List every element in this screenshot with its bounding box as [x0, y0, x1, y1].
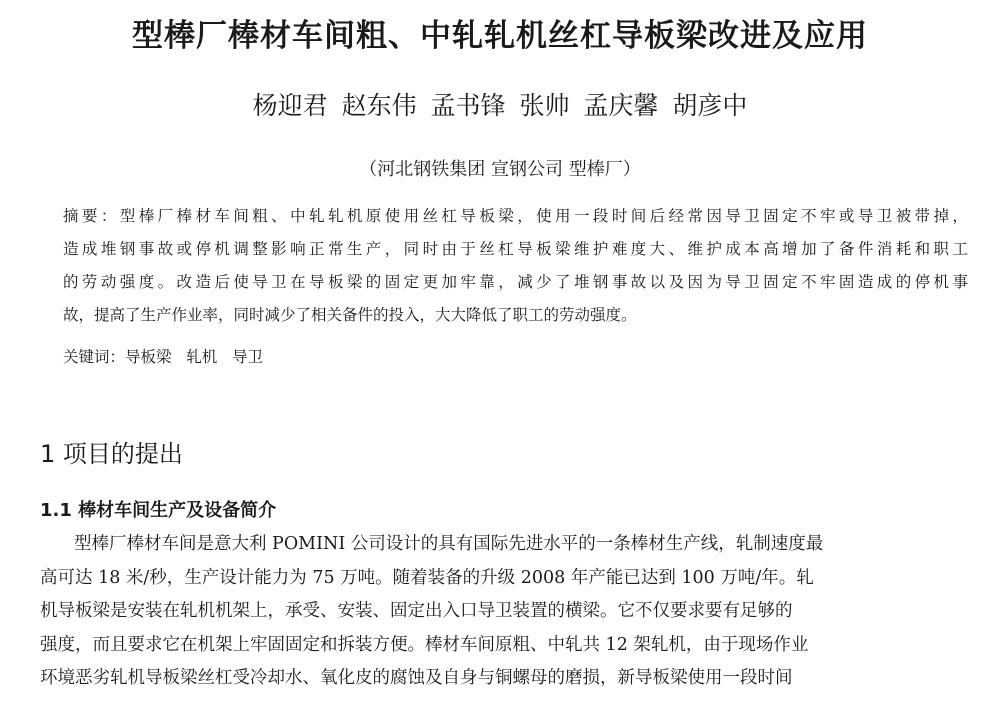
section-heading: 1 项目的提出: [40, 440, 183, 468]
body-line: 环境恶劣轧机导板梁丝杠受冷却水、氧化皮的腐蚀及自身与铜螺母的磨损，新导板梁使用一段时间: [40, 668, 793, 688]
abstract-line: 故，提高了生产作业率，同时减少了相关备件的投入，大大降低了职工的劳动强度。: [63, 306, 637, 324]
affiliation: （河北钢铁集团 宣钢公司 型棒厂）: [359, 159, 641, 180]
abstract: [63, 200, 968, 332]
author-list: 杨迎君 赵东伟 孟书锋 张帅 孟庆馨 胡彦中: [252, 91, 748, 120]
abstract-line: 的劳动强度。改造后使导卫在导板梁的固定更加牢靠，减少了堆钢事故以及因为导卫固定不牢固造成的停机事: [63, 273, 968, 291]
abstract-line: 造成堆钢事故或停机调整影响正常生产，同时由于丝杠导板梁维护难度大、维护成本高增加了备件消耗和职工: [63, 240, 968, 258]
body-paragraph: [40, 528, 970, 696]
body-line: 强度，而且要求它在机架上牢固固定和拆装方便。棒材车间原粗、中轧共 12 架轧机，由于现场作业: [40, 634, 809, 655]
body-line: 高可达 18 米/秒，生产设计能力为 75 万吨。随着装备的升级 2008 年产能已达到 100 万吨/年。轧: [40, 567, 814, 588]
abstract-line: 摘要：型棒厂棒材车间粗、中轧轧机原使用丝杠导板梁，使用一段时间后经常因导卫固定不牢或导卫被带掉，: [63, 207, 968, 225]
body-line: 机导板梁是安装在轧机机架上，承受、安装、固定出入口导卫装置的横梁。它不仅要求要有足够的: [40, 601, 793, 621]
paper-title: 型棒厂棒材车间粗、中轧轧机丝杠导板梁改进及应用: [132, 18, 868, 54]
subsection-heading: 1.1 棒材车间生产及设备简介: [40, 500, 277, 521]
keywords: 关键词：导板梁 轧机 导卫: [63, 348, 264, 366]
body-line: 型棒厂棒材车间是意大利 POMINI 公司设计的具有国际先进水平的一条棒材生产线，轧制速度最: [74, 534, 824, 554]
